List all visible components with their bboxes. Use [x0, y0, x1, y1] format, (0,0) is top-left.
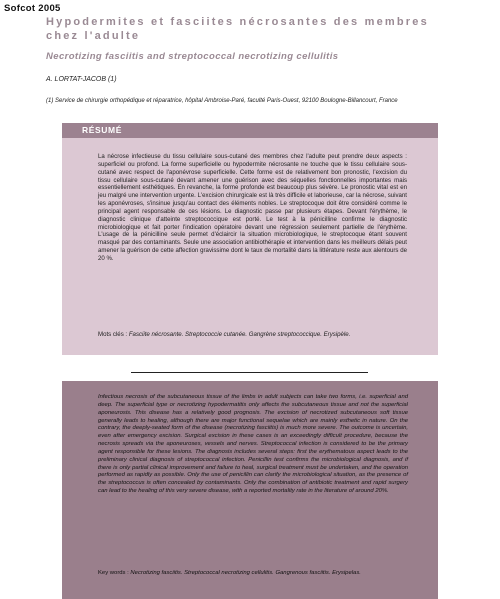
abstract-body: Infectious necrosis of the subcutaneous tissue of the limbs in adult subjects can take two forms, i.e. superficial and deep. The superficial type or necrotizing hypodermatitis only affects the subcutaneous tissue and not the superficial aponeurosis. This disease has a relatively good prognosis. The excision of necrotized subcutaneous soft tissue generally leads to healing, although there are major functional sequelae which are mainly esthetic in nature. On the contrary, the deeply-seated form of the disease (necrotizing fasciitis) is much more severe. The outcome is uncertain, even after emergency excision. Surgical excision in these cases is an exceedingly difficult procedure, because the necrosis spreads via the aponeuroses, vessels and nerves. Streptococcal infection is considered to be the primary agent responsible for these lesions. The diagnosis includes several steps: first the erythematous aspect leads to the preliminary clinical diagnosis of streptococcal infection. Penicillin test confirms the microbiological diagnosis, and if there is only partial clinical improvement and failure to heal, surgical treatment must be undertaken, and the operation performed as rapidly as possible. Only the use of penicillin can clarify the microbiological situation, as the presence of the streptococcus is often concealed by contaminants. Only the combination of antibiotic treatment and rapid surgery can lead to the healing of this very severe disease, with a reported mortality rate in the literature of around 20%.: [98, 394, 408, 495]
resume-keywords-label: Mots clés :: [98, 331, 128, 338]
abstract-keywords-list: Necrotizing fasciitis. Streptococcal necrotizing cellulitis. Gangrenous fasciitis. Erysipelas.: [130, 570, 361, 576]
resume-heading: RÉSUMÉ: [82, 125, 122, 135]
journal-name: Sofcot 2005: [4, 3, 61, 14]
resume-keywords-list: Fasciite nécrosante. Streptococcie cutanée. Gangrène streptococcique. Erysipèle.: [128, 331, 351, 338]
section-divider: [131, 372, 368, 373]
author: A. LORTAT-JACOB (1): [46, 76, 117, 83]
affiliation: (1) Service de chirurgie orthopédique et réparatrice, hôpital Ambroise-Paré, faculté Paris-Ouest, 92100 Boulogne-Billancourt, France: [46, 98, 398, 104]
abstract-section: [62, 381, 438, 599]
article-title: Hypodermites et fasciites nécrosantes des membres chez l'adulte: [46, 16, 429, 42]
resume-header: [62, 123, 438, 138]
resume-keywords: [98, 331, 407, 339]
article-subtitle: Necrotizing fasciitis and streptococcal necrotizing cellulitis: [46, 51, 339, 62]
abstract-keywords-label: Key words :: [98, 570, 129, 576]
resume-section: [62, 123, 438, 355]
abstract-keywords: [98, 570, 408, 578]
resume-body: La nécrose infectieuse du tissu cellulaire sous-cutané des membres chez l'adulte peut prendre deux aspects : superficiel ou profond. La forme superficielle ou hypodermite nécrosante ne touche que le tissu cellulaire sous-cutané avec respect de l'aponévrose superficielle. Cette forme est de relativement bon pronostic, l'excision du tissu cellulaire sous-cutané devant amener une guérison avec des séquelles fonctionnelles importantes mais essentiellement esthétiques. En revanche, la forme profonde est beaucoup plus sévère. Le pronostic vital est en jeu malgré une intervention urgente. L'excision chirurgicale est là très difficile et laborieuse, car la nécrose, suivant les aponévroses, s'insinue jusqu'au contact des éléments nobles. Le streptocoque doit être considéré comme le principal agent responsable de ces lésions. Le diagnostic passe par plusieurs étapes. Devant l'érythème, le diagnostic clinique d'atteinte streptococcique est porté. Le test à la pénicilline confirme le diagnostic microbiologique et fait porter l'indication opératoire devant une régression seulement partielle de l'érythème. L'usage de la pénicilline seule permet d'éclaircir la situation microbiologique, le streptocoque étant souvent masqué par des contaminants. Seule une association antibiothérapie et intervention dans les meilleurs délais peut amener la guérison de cette affection gravissime dont le taux de mortalité dans la littérature reste aux alentours de 20 %.: [98, 153, 407, 262]
